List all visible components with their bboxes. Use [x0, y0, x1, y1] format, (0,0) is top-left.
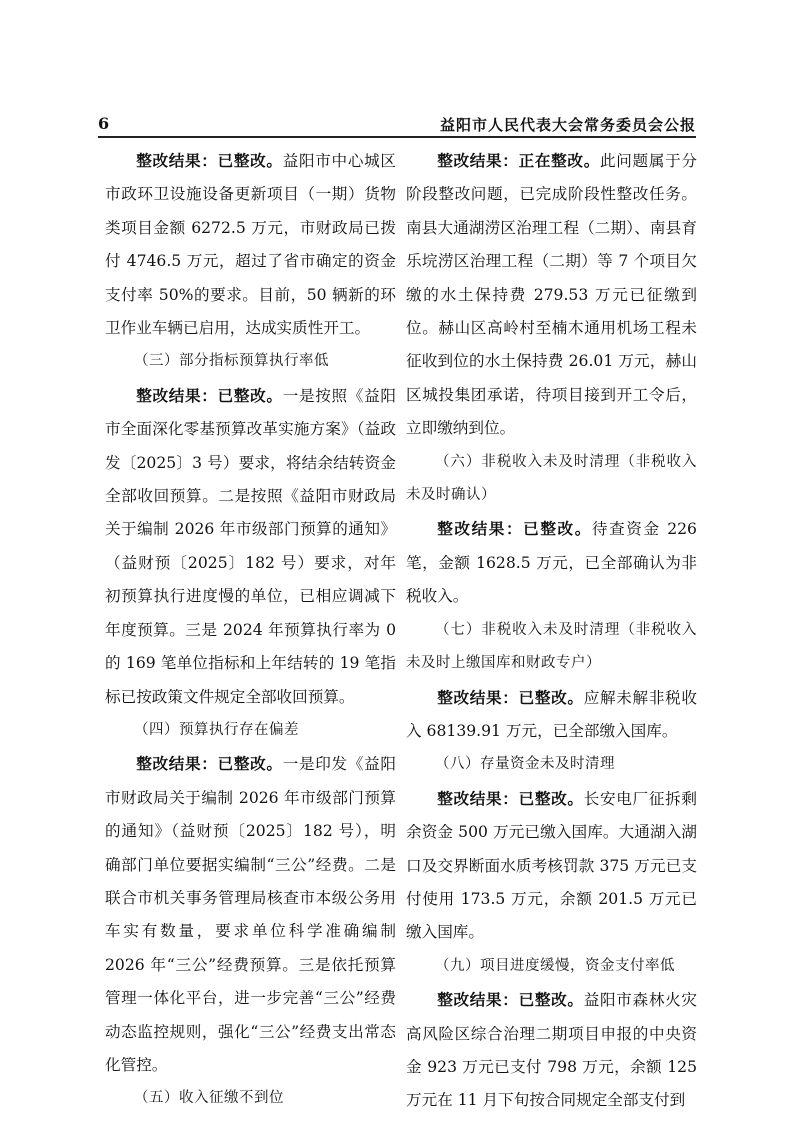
- body-paragraph: [406, 681, 697, 749]
- section-heading: （三）部分指标预算执行率低: [134, 353, 329, 370]
- body-paragraph: [105, 747, 396, 1082]
- paragraph-text: 应解未解非税收入 68139.91 万元，已全部缴入国库。: [406, 688, 697, 740]
- result-label: 整改结果：已整改。: [437, 990, 584, 1010]
- body-paragraph: [406, 144, 697, 446]
- section-heading: （五）收入征缴不到位: [134, 1090, 284, 1107]
- body-paragraph: [105, 379, 396, 714]
- paragraph-text: 待查资金 226 笔，金额 1628.5 万元，已全部确认为非税收入。: [406, 520, 697, 606]
- body-paragraph: [406, 512, 697, 613]
- result-label: 整改结果：已整改。: [437, 788, 584, 808]
- section-heading: （四）预算执行存在偏差: [134, 721, 299, 738]
- body-paragraph: [406, 983, 697, 1118]
- result-label: 整改结果：已整改。: [136, 385, 283, 405]
- section-heading: （六）非税收入未及时清理（非税收入未及时确认）: [406, 453, 697, 504]
- section-heading: （八）存量资金未及时清理: [435, 756, 615, 773]
- section-heading: （七）非税收入未及时清理（非税收入未及时上缴国库和财政专户）: [406, 621, 697, 672]
- body-paragraph: [105, 144, 396, 345]
- result-label: 整改结果：已整改。: [136, 151, 283, 170]
- paragraph-text: 一是印发《益阳市财政局关于编制 2026 年市级部门预算的通知》（益财预〔2025〕182 号），明确部门单位要据实编制“三公”经费。二是联合市机关事务管理局核查市本级公务用车实有数量，要求单位科学准确编制 2026 年“三公”经费预算。三是依托预算管理一体化平台，进一步完善“三公”经费动态监控规则，强化“三公”经费支出常态化管控。: [105, 755, 396, 1074]
- result-label: 整改结果：已整改。: [136, 754, 283, 774]
- left-column: [105, 144, 396, 1116]
- page-header: [98, 112, 696, 138]
- result-label: 整改结果：正在整改。: [437, 151, 600, 170]
- result-label: 整改结果：已整改。: [437, 687, 584, 707]
- paragraph-text: 此问题属于分阶段整改问题，已完成阶段性整改任务。南县大通湖涝区治理工程（二期）、南县育乐垸涝区治理工程（二期）等 7 个项目欠缴的水土保持费 279.53 万元已征缴到位。赫山区高岭村至楠木通用机场工程未征收到位的水土保持费 26.01 万元，赫山区城投集团承诺，待项目接到开工令后，立即缴纳到位。: [406, 152, 697, 438]
- body-paragraph: [406, 782, 697, 950]
- result-label: 整改结果：已整改。: [437, 519, 592, 539]
- section-heading: （九）项目进度缓慢，资金支付率低: [435, 957, 675, 974]
- journal-title: 益阳市人民代表大会常务委员会公报: [439, 116, 696, 134]
- paragraph-text: 长安电厂征拆剩余资金 500 万元已缴入国库。大通湖入湖口及交界断面水质考核罚款 375 万元已支付使用 173.5 万元，余额 201.5 万元已缴入国库。: [406, 789, 697, 942]
- paragraph-text: 益阳市中心城区市政环卫设施设备更新项目（一期）货物类项目金额 6272.5 万元，市财政局已拨付 4746.5 万元，超过了省市确定的资金支付率 50%的要求。目前，50 辆新的环卫作业车辆已启用，达成实质性开工。: [105, 152, 396, 338]
- paragraph-text: 益阳市森林火灾高风险区综合治理二期项目申报的中央资金 923 万元已支付 798 万元，余额 125 万元在 11 月下旬按合同规定全部支付到: [406, 991, 697, 1110]
- page-number: 6: [98, 114, 110, 133]
- header-rule: [98, 136, 696, 138]
- right-column: [406, 144, 697, 1118]
- paragraph-text: 一是按照《益阳市全面深化零基预算改革实施方案》（益政发〔2025〕3 号）要求，将结余结转资金全部收回预算。二是按照《益阳市财政局关于编制 2026 年市级部门预算的通知》（益财预〔2025〕182 号）要求，对年初预算执行进度慢的单位，已相应调减下年度预算。三是 2024 年预算执行率为 0 的 169 笔单位指标和上年结转的 19 笔指标已按政策文件规定全部收回预算。: [105, 386, 396, 706]
